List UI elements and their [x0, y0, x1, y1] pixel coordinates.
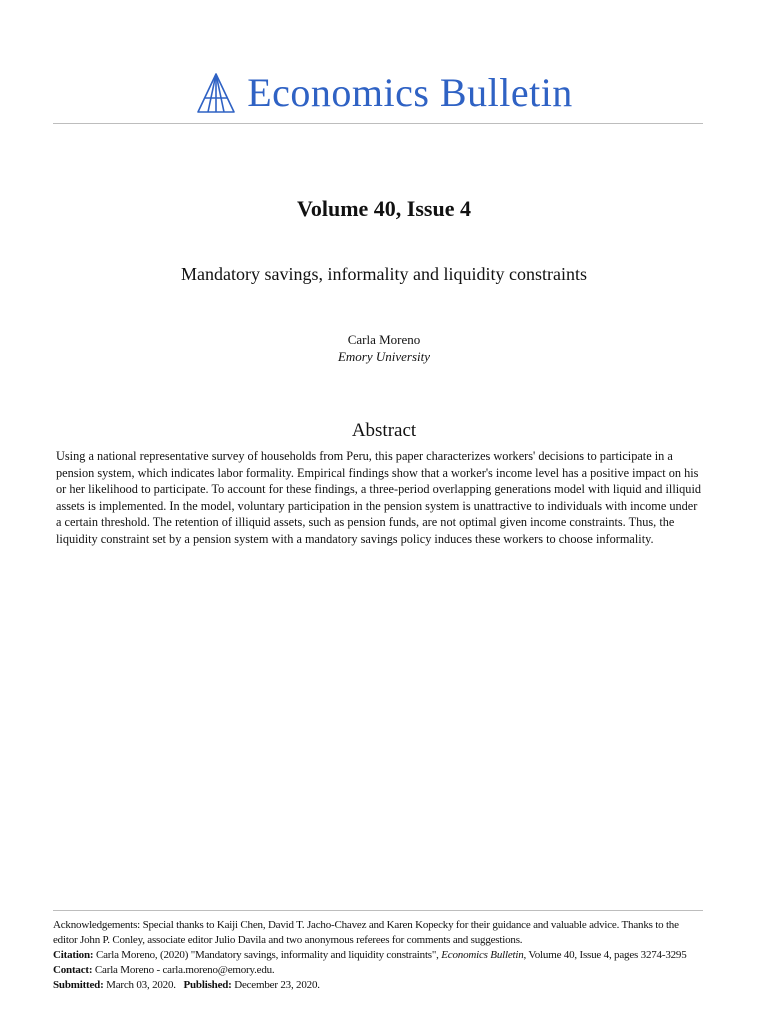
- author-affiliation: Emory University: [337, 349, 431, 364]
- abstract-heading: Abstract: [351, 420, 417, 441]
- abstract-text: Using a national representative survey of households from Peru, this paper characterizes workers' decisions to participate in a pension system, which indicates labor formality. Empirical findings show that a worker's income level has a positive impact on his or her likelihood to participate. To account for these findings, a three-period overlapping generations model with liquid and illiquid assets is implemented. In the model, voluntary participation in the pension system is unattractive to individuals with income under a certain threshold. The retention of illiquid assets, such as pension funds, are not optimal given income constraints. Thus, the liquidity constraint set by a pension system with a mandatory savings policy induces these workers to choose informality.: [56, 449, 702, 546]
- journal-masthead: [0, 62, 768, 122]
- article-title: Mandatory savings, informality and liquidity constraints: [181, 264, 587, 284]
- volume-issue: Volume 40, Issue 4: [297, 196, 471, 221]
- header-divider: [53, 123, 703, 124]
- footer-divider: [53, 910, 703, 911]
- published-date: December 23, 2020.: [234, 979, 320, 991]
- contact-text: Carla Moreno - carla.moreno@emory.edu.: [94, 964, 275, 976]
- citation-label: Citation:: [53, 949, 94, 961]
- journal-name: Economics Bulletin: [247, 69, 573, 115]
- citation: [53, 948, 705, 963]
- citation-text: Carla Moreno, (2020) "Mandatory savings, informality and liquidity constraints",: [95, 949, 439, 961]
- author-name: Carla Moreno: [347, 332, 421, 347]
- submitted-label: Submitted:: [53, 979, 104, 991]
- citation-details: , Volume 40, Issue 4, pages 3274-3295: [523, 949, 687, 961]
- citation-journal: Economics Bulletin: [441, 949, 524, 961]
- article-footer: [53, 918, 705, 993]
- contact: [53, 963, 705, 978]
- triangle-logo-icon: [195, 71, 237, 115]
- contact-label: Contact:: [53, 964, 93, 976]
- acknowledgements: Acknowledgements: Special thanks to Kaiji Chen, David T. Jacho-Chavez and Karen Kopecky for their guidance and valuable advice. Thanks to the editor John P. Conley, associate editor Julio Davila and two anonymous referees for comments and suggestions.: [53, 919, 679, 946]
- published-label: Published:: [183, 979, 232, 991]
- submission-dates: [53, 978, 705, 993]
- submitted-date: March 03, 2020.: [106, 979, 176, 991]
